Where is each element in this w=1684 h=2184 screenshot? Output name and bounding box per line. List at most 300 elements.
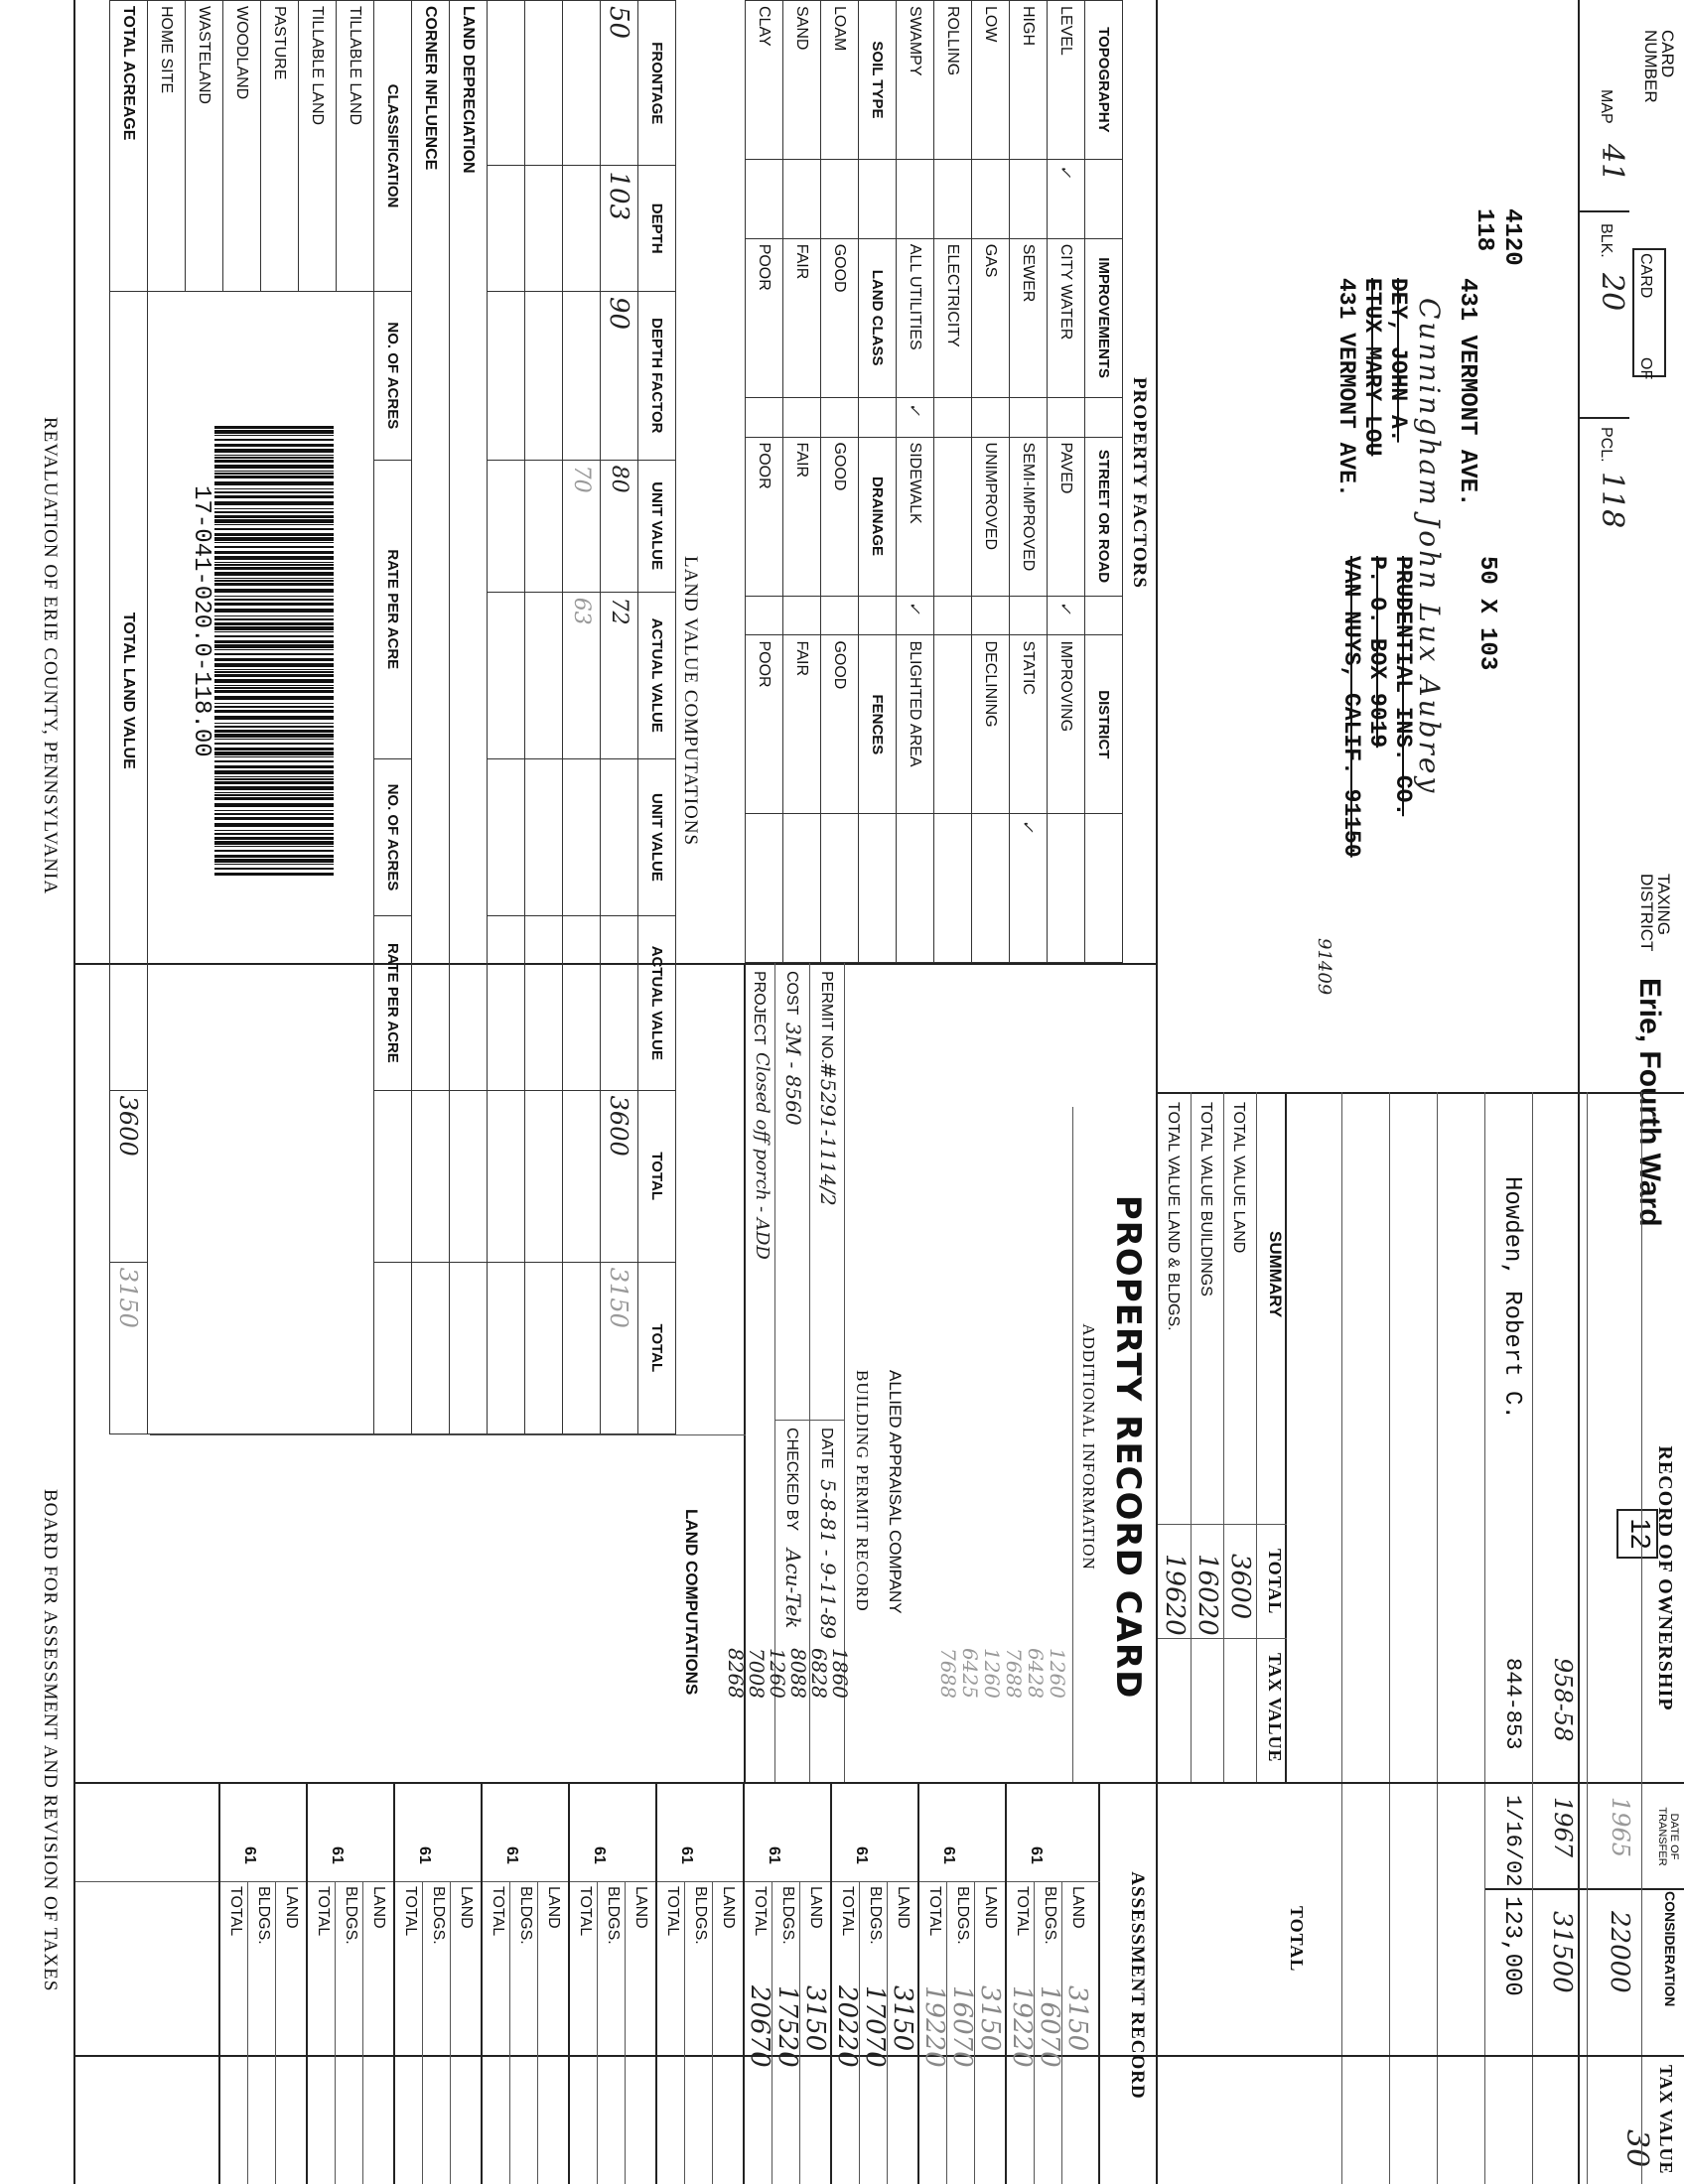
corner-influence-label: CORNER INFLUENCE xyxy=(412,1,450,1091)
assessment-row-label: BLDGS. xyxy=(430,1886,447,1945)
fences-good: GOOD xyxy=(821,635,859,814)
barcode-bar xyxy=(214,873,334,876)
barcode-bar xyxy=(214,794,334,796)
barcode-bar xyxy=(214,439,334,441)
barcode-bar xyxy=(214,473,334,475)
ownership-date-1: 1965 xyxy=(1607,1797,1634,1858)
barcode-bar xyxy=(214,810,334,811)
barcode-bar xyxy=(214,679,334,683)
zip-handwritten: 91409 xyxy=(1314,938,1334,996)
barcode-bar xyxy=(214,781,334,784)
assessment-year-code: 61 xyxy=(1028,1846,1045,1864)
assessment-row-label: BLDGS. xyxy=(605,1886,622,1945)
ownership-name-3: Howden, Robert C. xyxy=(1498,1176,1525,1420)
assessment-value: 20670 xyxy=(745,1985,774,2068)
ownership-date-3: 1/16/02 xyxy=(1500,1795,1525,1887)
barcode-bar xyxy=(214,471,334,472)
rate-header-1: RATE PER ACRE xyxy=(374,460,412,758)
assessment-year-code: 61 xyxy=(678,1846,695,1864)
barcode-bar xyxy=(214,649,334,650)
permit-values: 1860 6828 8088 1260 7008 8268 xyxy=(724,1648,852,1699)
topo-rolling: ROLLING xyxy=(934,1,972,160)
barcode-bar xyxy=(214,542,334,543)
assessment-row-label: BLDGS. xyxy=(343,1886,359,1945)
assessment-value: 3150 xyxy=(888,1985,917,2052)
barcode-bar xyxy=(214,426,334,429)
corner-number: 30 xyxy=(1619,2129,1654,2168)
transfer-date-header: DATE OF TRANSFER xyxy=(1656,1807,1680,1866)
barcode-bar xyxy=(214,564,334,566)
street-sidewalk-check: ✓ xyxy=(897,596,934,635)
barcode-bar xyxy=(214,671,334,673)
barcode-bar xyxy=(214,696,334,700)
acres-header-2: NO. OF ACRES xyxy=(374,758,412,915)
assessment-row-label: BLDGS. xyxy=(954,1886,971,1945)
lv-h-actual1: ACTUAL VALUE xyxy=(638,592,676,758)
of-label: OF xyxy=(1637,357,1654,380)
barcode-bar xyxy=(214,580,334,582)
street-paved-check: ✓ xyxy=(1048,596,1085,635)
imp-sewer: SEWER xyxy=(1010,238,1048,397)
ownership-deed-3: 844-853 xyxy=(1500,1658,1525,1750)
assessment-year-code: 61 xyxy=(853,1846,870,1864)
ownership-consideration-1: 22000 xyxy=(1605,1911,1634,1993)
lv-unit1-2: 70 xyxy=(563,460,601,592)
total-land-value-label: TOTAL LAND VALUE xyxy=(110,291,148,1090)
summary-bldg-label: TOTAL VALUE BUILDINGS xyxy=(1197,1102,1214,1297)
map-label: MAP xyxy=(1598,89,1614,124)
barcode-bar xyxy=(214,716,334,720)
barcode-bar xyxy=(214,644,334,648)
assessment-row-label: BLDGS. xyxy=(779,1886,796,1945)
assessment-year-code: 61 xyxy=(766,1846,782,1864)
barcode-bar xyxy=(214,622,334,625)
assessment-row-label: LAND xyxy=(807,1886,824,1929)
barcode-bar xyxy=(214,748,334,751)
land-value-table xyxy=(109,0,676,1434)
district-name: Erie, Fourth Ward xyxy=(1633,978,1666,1227)
addinfo-values: 1260 6428 7688 1260 6425 7688 xyxy=(936,1648,1069,1699)
card-label: CARD xyxy=(1637,253,1654,299)
barcode-bar xyxy=(214,710,334,713)
topo-high: HIGH xyxy=(1010,1,1048,160)
class-header: CLASSIFICATION xyxy=(374,1,412,292)
district-static-check: ✓ xyxy=(1010,814,1048,963)
imp-water: CITY WATER xyxy=(1048,238,1085,397)
barcode-bar xyxy=(214,859,334,863)
card-title: PROPERTY RECORD CARD xyxy=(1108,1194,1148,1700)
footer-right: BOARD FOR ASSESSMENT AND REVISION OF TAXES xyxy=(40,1489,61,1992)
barcode-bar xyxy=(214,457,334,459)
barcode-bar xyxy=(214,841,334,845)
assessment-total-header: TOTAL xyxy=(1287,1906,1307,1973)
permit-no-label: PERMIT NO. xyxy=(818,971,835,1064)
assessment-row-label: LAND xyxy=(545,1886,562,1929)
barcode-bar xyxy=(214,524,334,525)
barcode-bar xyxy=(214,481,334,485)
barcode-bar xyxy=(214,631,334,632)
assessment-row-label: TOTAL xyxy=(577,1886,594,1937)
assessment-row-label: LAND xyxy=(458,1886,475,1929)
assessment-value: 17070 xyxy=(860,1985,890,2068)
barcode-bar xyxy=(214,449,334,453)
barcode-bar xyxy=(214,567,334,570)
barcode-bar xyxy=(214,599,334,601)
assessment-row-label: LAND xyxy=(283,1886,300,1929)
barcode-bar xyxy=(214,528,334,530)
barcode-bar xyxy=(214,846,334,847)
assessment-row-label: LAND xyxy=(370,1886,387,1929)
assessment-year-code: 61 xyxy=(329,1846,346,1864)
barcode-bar xyxy=(214,726,334,728)
drainage-fair: FAIR xyxy=(783,437,821,596)
barcode-bar xyxy=(214,730,334,733)
barcode-bar xyxy=(214,515,334,518)
barcode-bar xyxy=(214,460,334,463)
barcode-bar xyxy=(214,491,334,493)
barcode-bar xyxy=(214,508,334,509)
blk-label: BLK. xyxy=(1598,223,1614,258)
rate-header-2: RATE PER ACRE xyxy=(374,916,412,1091)
permit-no-value: #5291-1114/2 xyxy=(816,1062,840,1206)
barcode-bar xyxy=(214,626,334,630)
pcl-value: 118 xyxy=(1595,472,1629,529)
ownership-consideration-2: 31500 xyxy=(1547,1911,1577,1993)
landclass-good: GOOD xyxy=(821,238,859,397)
barcode-bar xyxy=(214,685,334,686)
lot-dimensions: 50 X 103 xyxy=(1474,556,1500,671)
barcode-bar xyxy=(214,572,334,576)
barcode-bar xyxy=(214,674,334,677)
street-unimproved: UNIMPROVED xyxy=(972,437,1010,596)
lv-h-unit2: UNIT VALUE xyxy=(638,758,676,915)
permit-date-label: DATE xyxy=(818,1428,835,1469)
barcode-bar xyxy=(214,658,334,661)
barcode-bar xyxy=(214,615,334,616)
barcode-bar xyxy=(214,703,334,704)
permit-cost-value: 3M - 8560 xyxy=(781,1023,805,1126)
improvements-header: IMPROVEMENTS xyxy=(1085,238,1123,397)
assessment-row-label: TOTAL xyxy=(315,1886,332,1937)
class-wasteland: WASTELAND xyxy=(186,1,223,292)
barcode-bar xyxy=(214,776,334,777)
barcode-bar xyxy=(214,635,334,637)
soil-loam: LOAM xyxy=(821,1,859,160)
assessment-value: 19220 xyxy=(919,1985,949,2068)
barcode-bar xyxy=(214,618,334,620)
street-header: STREET OR ROAD xyxy=(1085,437,1123,596)
barcode-bar xyxy=(214,455,334,456)
assessment-value: 3150 xyxy=(1062,1985,1092,2052)
struck-mailing-2: P. O. BOX 9019 xyxy=(1364,556,1390,749)
lv-h-unit1: UNIT VALUE xyxy=(638,460,676,592)
permit-date-value: 5-8-81 - 9-11-89 xyxy=(816,1479,840,1640)
land-depreciation-label: LAND DEPRECIATION xyxy=(450,1,488,1091)
barcode-bar xyxy=(214,669,334,670)
barcode-bar xyxy=(214,850,334,852)
drainage-poor: POOR xyxy=(746,437,783,596)
assessment-value: 16070 xyxy=(1035,1985,1064,2068)
class-woodland: WOODLAND xyxy=(223,1,261,292)
lv-h-depth: DEPTH xyxy=(638,166,676,292)
assessment-row-label: LAND xyxy=(720,1886,737,1929)
barcode-bar xyxy=(214,760,334,762)
barcode-bar xyxy=(214,609,334,613)
factors-title: PROPERTY FACTORS xyxy=(1129,377,1150,589)
assessment-row-label: BLDGS. xyxy=(867,1886,884,1945)
summary-grand-total: 19620 xyxy=(1160,1554,1190,1636)
factors-table xyxy=(745,0,1123,963)
district-declining: DECLINING xyxy=(972,635,1010,814)
assessment-row-label: BLDGS. xyxy=(517,1886,534,1945)
summary-total-label: TOTAL VALUE LAND & BLDGS. xyxy=(1165,1102,1182,1331)
barcode-bar xyxy=(214,488,334,489)
struck-owner-1: DEY, JOHN A. xyxy=(1385,278,1411,443)
barcode-bar xyxy=(214,765,334,768)
barcode-bar xyxy=(214,556,334,560)
summary-bldg-total: 16020 xyxy=(1193,1554,1222,1636)
barcode-bar xyxy=(214,687,334,689)
barcode-bar xyxy=(214,495,334,498)
assessment-value: 3150 xyxy=(800,1985,830,2052)
assessment-value: 20220 xyxy=(832,1985,862,2068)
blk-value: 20 xyxy=(1595,273,1629,312)
assessment-row-label: TOTAL xyxy=(1014,1886,1031,1937)
map-value: 41 xyxy=(1595,144,1629,183)
land-value-title: LAND VALUE COMPUTATIONS xyxy=(680,556,701,847)
barcode-bar xyxy=(214,734,334,738)
barcode-bar xyxy=(214,476,334,478)
lv-h-total1: TOTAL xyxy=(638,1090,676,1262)
topo-level: LEVEL xyxy=(1048,1,1085,160)
barcode-bar xyxy=(214,596,334,597)
box-number: 12 xyxy=(1616,1509,1658,1559)
assessment-row-label: BLDGS. xyxy=(1042,1886,1058,1945)
assessment-row-label: LAND xyxy=(895,1886,912,1929)
struck-owner-2: ETUX MARY LOU xyxy=(1359,278,1385,457)
assessment-row-label: TOTAL xyxy=(490,1886,506,1937)
hw-owner-1: Cunningham xyxy=(1413,298,1446,508)
topo-swampy: SWAMPY xyxy=(897,1,934,160)
summary-title: SUMMARY xyxy=(1266,1231,1285,1318)
barcode-bar xyxy=(214,551,334,554)
additional-info-title: ADDITIONAL INFORMATION xyxy=(1079,1323,1098,1570)
barcode-bar xyxy=(214,813,334,815)
summary-tax-header: TAX VALUE xyxy=(1265,1653,1285,1763)
permit-project-label: PROJECT xyxy=(751,971,768,1045)
barcode-bar xyxy=(214,868,334,870)
landclass-fair: FAIR xyxy=(783,238,821,397)
class-homesite: HOME SITE xyxy=(148,1,186,292)
permit-project-value: Closed off porch - ADD xyxy=(752,1052,772,1260)
assessment-value: 3150 xyxy=(975,1985,1005,2052)
permit-checked-label: CHECKED BY xyxy=(783,1428,800,1532)
assessment-row-label: LAND xyxy=(1069,1886,1086,1929)
imp-electricity: ELECTRICITY xyxy=(934,238,972,397)
barcode-bar xyxy=(214,751,334,755)
assessment-row-label: BLDGS. xyxy=(692,1886,709,1945)
assessment-value: 17520 xyxy=(772,1985,802,2068)
imp-gas: GAS xyxy=(972,238,1010,397)
barcode-bar xyxy=(214,778,334,780)
barcode-bar xyxy=(214,723,334,724)
fences-header: FENCES xyxy=(859,635,897,814)
barcode-bar xyxy=(214,743,334,745)
topo-level-check: ✓ xyxy=(1048,159,1085,238)
class-tillable-1: TILLABLE LAND xyxy=(337,1,374,292)
assessment-row-label: TOTAL xyxy=(839,1886,856,1937)
ownership-consideration-3: 123,000 xyxy=(1498,1896,1525,1996)
taxing-district-label: TAXING DISTRICT xyxy=(1637,874,1673,952)
assessment-year-code: 61 xyxy=(591,1846,608,1864)
property-address-2: 431 VERMONT AVE. xyxy=(1333,278,1359,497)
imp-all-check: ✓ xyxy=(897,397,934,437)
barcode-bar xyxy=(214,756,334,757)
permit-title: BUILDING PERMIT RECORD xyxy=(853,1370,872,1612)
assessment-row-label: TOTAL xyxy=(227,1886,244,1937)
landclass-header: LAND CLASS xyxy=(859,238,897,397)
drainage-good: GOOD xyxy=(821,437,859,596)
footer-left: REVALUATION OF ERIE COUNTY, PENNSYLVANIA xyxy=(40,417,61,895)
barcode-bar xyxy=(214,690,334,693)
consideration-header: CONSIDERATION xyxy=(1662,1891,1678,2007)
assessment-row-label: LAND xyxy=(632,1886,649,1929)
parcel-barcode-text: 17-041-020.0-118.00 xyxy=(188,484,214,757)
barcode-bar xyxy=(214,830,334,831)
assessment-row-label: BLDGS. xyxy=(255,1886,272,1945)
barcode-bar xyxy=(214,578,334,579)
land-computations-label: LAND COMPUTATIONS xyxy=(682,1509,701,1696)
barcode-bar xyxy=(214,663,334,667)
assessment-year-code: 61 xyxy=(503,1846,520,1864)
soil-header: SOIL TYPE xyxy=(859,1,897,160)
barcode-bar xyxy=(214,837,334,840)
assessment-row-label: TOTAL xyxy=(926,1886,943,1937)
district-header: DISTRICT xyxy=(1085,635,1123,814)
assessment-row-label: LAND xyxy=(982,1886,999,1929)
barcode-bar xyxy=(214,792,334,793)
assessment-year-code: 61 xyxy=(416,1846,433,1864)
lv-actual1-2: 63 xyxy=(563,592,601,758)
ownership-deed-2: 958-58 xyxy=(1549,1658,1577,1742)
barcode-bar xyxy=(214,511,334,513)
assessment-year-code: 61 xyxy=(940,1846,957,1864)
street-sidewalk: SIDEWALK xyxy=(897,437,934,596)
assessment-row-label: TOTAL xyxy=(752,1886,769,1937)
barcode-bar xyxy=(214,537,334,541)
card-number-label: CARD NUMBER xyxy=(1641,30,1677,103)
barcode-bar xyxy=(214,501,334,505)
assessment-row-label: TOTAL xyxy=(664,1886,681,1937)
barcode-bar xyxy=(214,823,334,827)
total-land-value-2: 3150 xyxy=(110,1262,148,1433)
district-improving: IMPROVING xyxy=(1048,635,1085,814)
hw-owner-2: John Lux Aubrey xyxy=(1413,516,1446,796)
lv-h-total2: TOTAL xyxy=(638,1262,676,1433)
lv-unit1: 80 xyxy=(601,460,638,592)
assessment-value: 16070 xyxy=(947,1985,977,2068)
struck-mailing-3: VAN NUYS, CALIF. 91150 xyxy=(1338,556,1364,858)
district-blighted: BLIGHTED AREA xyxy=(897,635,934,814)
assessment-tax-header: TAX VALUE xyxy=(1656,2065,1676,2175)
parcel-barcode xyxy=(214,426,334,883)
street-semi: SEMI-IMPROVED xyxy=(1010,437,1048,596)
barcode-bar xyxy=(214,640,334,643)
total-land-value-1: 3600 xyxy=(110,1090,148,1262)
barcode-bar xyxy=(214,444,334,447)
soil-sand: SAND xyxy=(783,1,821,160)
acres-header-1: NO. OF ACRES xyxy=(374,291,412,460)
permit-checked-value: Acu-Tek xyxy=(781,1549,805,1629)
ownership-date-2: 1967 xyxy=(1549,1797,1577,1858)
street-paved: PAVED xyxy=(1048,437,1085,596)
barcode-bar xyxy=(214,603,334,606)
barcode-bar xyxy=(214,706,334,708)
barcode-bar xyxy=(214,583,334,586)
account-2: 118 xyxy=(1471,208,1497,252)
assessment-title: ASSESSMENT RECORD xyxy=(1127,1871,1148,2100)
lv-h-depthfactor: DEPTH FACTOR xyxy=(638,291,676,460)
assessment-value: 19220 xyxy=(1007,1985,1037,2068)
ownership-title: RECORD OF OWNERSHIP xyxy=(1654,1445,1676,1711)
summary-total-header: TOTAL xyxy=(1265,1549,1285,1615)
permit-cost-label: COST xyxy=(783,971,800,1016)
barcode-bar xyxy=(214,533,334,536)
barcode-bar xyxy=(214,786,334,790)
barcode-bar xyxy=(214,817,334,820)
soil-clay: CLAY xyxy=(746,1,783,160)
class-pasture: PASTURE xyxy=(261,1,299,292)
barcode-bar xyxy=(214,803,334,807)
lv-h-frontage: FRONTAGE xyxy=(638,1,676,166)
district-static: STATIC xyxy=(1010,635,1048,814)
summary-land-total: 3600 xyxy=(1225,1554,1255,1620)
barcode-bar xyxy=(214,653,334,655)
topo-low: LOW xyxy=(972,1,1010,160)
lv-h-actual2: ACTUAL VALUE xyxy=(638,916,676,1091)
barcode-bar xyxy=(214,797,334,800)
barcode-bar xyxy=(214,770,334,774)
pcl-label: PCL. xyxy=(1598,427,1614,463)
lv-depthfactor: 90 xyxy=(601,291,638,460)
imp-all: ALL UTILITIES xyxy=(897,238,934,397)
barcode-bar xyxy=(214,855,334,858)
drainage-header: DRAINAGE xyxy=(859,437,897,596)
fences-poor: POOR xyxy=(746,635,783,814)
barcode-bar xyxy=(214,739,334,740)
lv-actual1: 72 xyxy=(601,592,638,758)
barcode-bar xyxy=(214,430,334,434)
barcode-bar xyxy=(214,562,334,563)
barcode-bar xyxy=(214,833,334,835)
appraisal-company: ALLIED APPRAISAL COMPANY xyxy=(886,1370,905,1614)
barcode-bar xyxy=(214,465,334,469)
assessment-year-code: 61 xyxy=(241,1846,258,1864)
account-1: 4120 xyxy=(1498,208,1525,266)
summary-land-label: TOTAL VALUE LAND xyxy=(1230,1102,1247,1254)
assessment-row-label: TOTAL xyxy=(402,1886,419,1937)
barcode-bar xyxy=(214,546,334,548)
lv-total2: 3150 xyxy=(601,1262,638,1433)
barcode-bar xyxy=(214,519,334,523)
lv-depth: 103 xyxy=(601,166,638,292)
property-address: 431 VERMONT AVE. xyxy=(1454,278,1480,507)
lv-total1: 3600 xyxy=(601,1090,638,1262)
struck-mailing-1: PRUDENTIAL INS. CO. xyxy=(1390,556,1416,817)
topography-header: TOPOGRAPHY xyxy=(1085,1,1123,160)
landclass-poor: POOR xyxy=(746,238,783,397)
class-total-acreage: TOTAL ACREAGE xyxy=(110,1,148,292)
